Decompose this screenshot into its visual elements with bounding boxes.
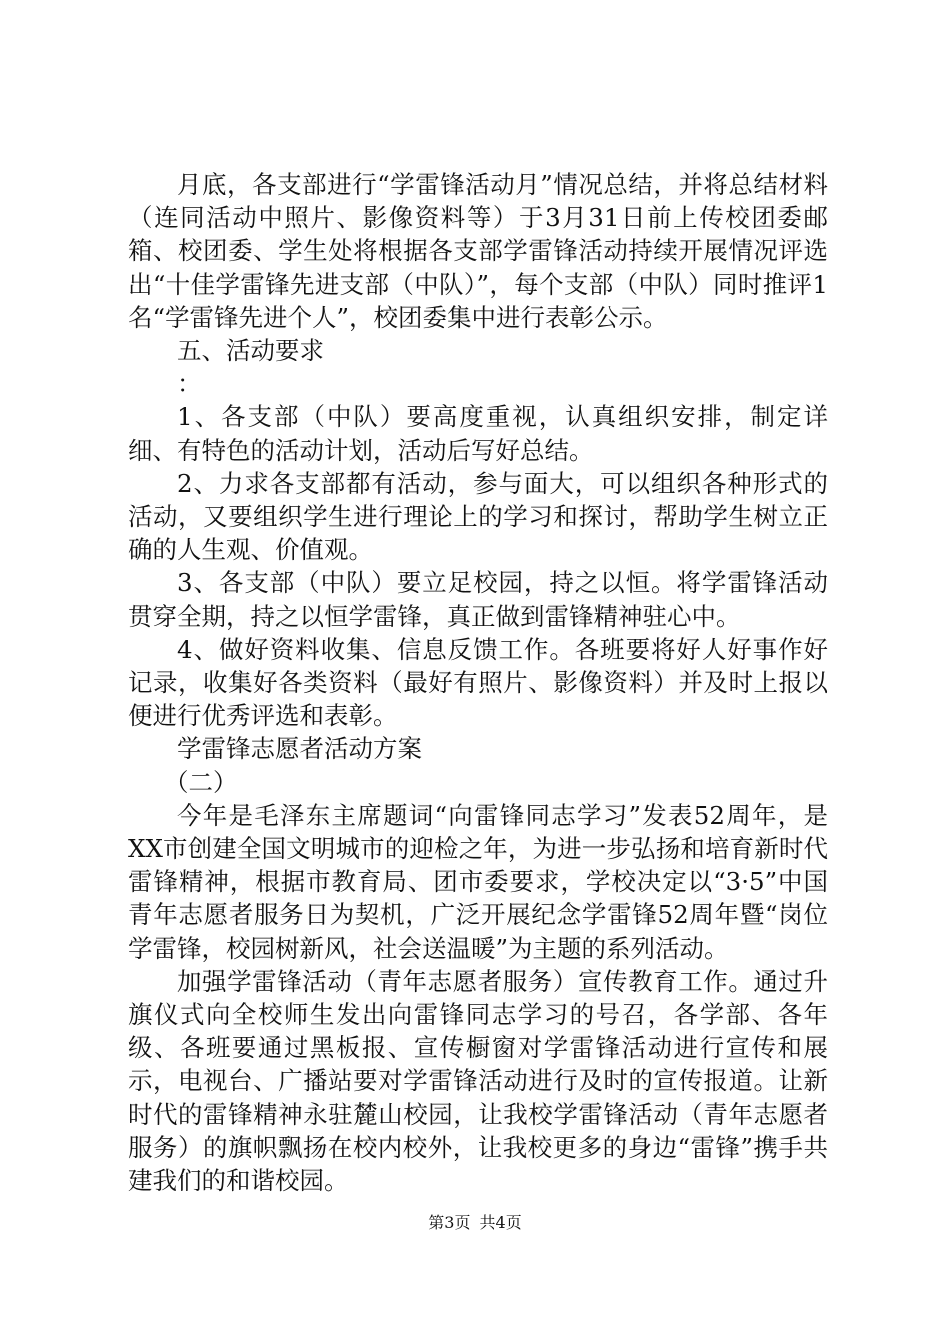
document-body [128,168,828,1197]
requirement-item-1: 1、各支部（中队）要高度重视，认真组织安排，制定详细、有特色的活动计划，活动后写好总结。 [128,402,828,465]
requirement-item-3: 3、各支部（中队）要立足校园，持之以恒。将学雷锋活动贯穿全期，持之以恒学雷锋，真正做到雷锋精神驻心中。 [128,568,828,631]
plan-subtitle: （二） [164,767,238,797]
colon-line: ： [177,369,202,399]
requirement-item-4: 4、做好资料收集、信息反馈工作。各班要将好人好事作好记录，收集好各类资料（最好有照片、影像资料）并及时上报以便进行优秀评选和表彰。 [128,634,828,731]
paragraph-publicity: 加强学雷锋活动（青年志愿者服务）宣传教育工作。通过升旗仪式向全校师生发出向雷锋同志学习的号召，各学部、各年级、各班要通过黑板报、宣传橱窗对学雷锋活动进行宣传和展示，电视台、广播站要对学雷锋活动进行及时的宣传报道。让新时代的雷锋精神永驻麓山校园，让我校学雷锋活动（青年志愿者服务）的旗帜飘扬在校内校外，让我校更多的身边“雷锋”携手共建我们的和谐校园。 [128,966,828,1196]
paragraph-summary: 月底，各支部进行“学雷锋活动月”情况总结，并将总结材料（连同活动中照片、影像资料等）于3月31日前上传校团委邮箱、校团委、学生处将根据各支部学雷锋活动持续开展情况评选出“十佳学雷锋先进支部（中队）”，每个支部（中队）同时推评1名“学雷锋先进个人”，校团委集中进行表彰公示。 [128,170,828,332]
plan-title: 学雷锋志愿者活动方案 [177,734,422,764]
section-heading-requirements: 五、活动要求 [177,336,324,366]
requirement-item-2: 2、力求各支部都有活动，参与面大，可以组织各种形式的活动，又要组织学生进行理论上的学习和探讨，帮助学生树立正确的人生观、价值观。 [128,468,828,565]
page-number-footer: 第3页 共4页 [428,1213,522,1232]
paragraph-intro: 今年是毛泽东主席题词“向雷锋同志学习”发表52周年，是XX市创建全国文明城市的迎检之年，为进一步弘扬和培育新时代雷锋精神，根据市教育局、团市委要求，学校决定以“3·5”中国青年志愿者服务日为契机，广泛开展纪念学雷锋52周年暨“岗位学雷锋，校园树新风，社会送温暖”为主题的系列活动。 [128,800,828,963]
